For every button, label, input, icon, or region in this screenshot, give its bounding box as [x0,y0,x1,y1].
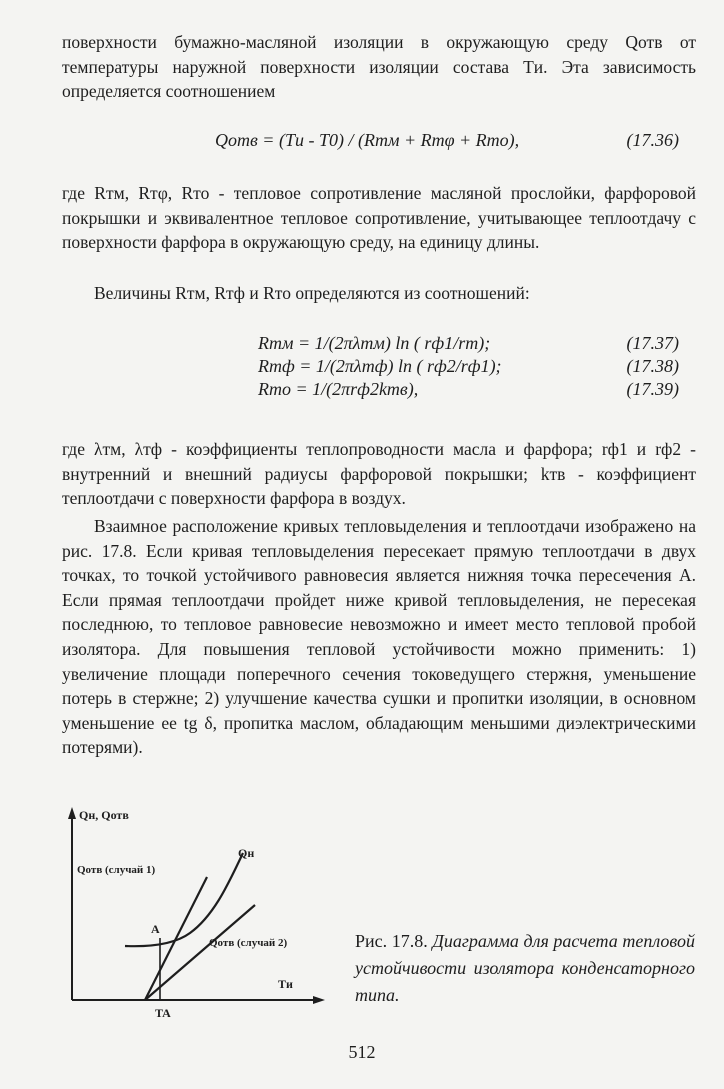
caption-prefix: Рис. 17.8. [355,931,428,951]
ta-label: TA [155,1006,171,1020]
figure-17-8-diagram [55,805,345,1025]
figure-caption [355,928,695,1009]
line-case2-label: Qотв (случай 2) [209,937,288,949]
caption-text: Диаграмма для расчета тепловой устойчивости изолятора конденсаторного типа. [355,931,696,1005]
x-axis-arrow [313,996,325,1004]
equation-number-17-39: (17.39) [626,379,679,399]
equation-17-36: Qотв = (Tи - T0) / (Rтм + Rтφ + Rто), [215,130,520,150]
equation-number-17-38: (17.38) [626,356,679,376]
equation-17-39: Rто = 1/(2πrф2kтв), [258,379,419,399]
paragraph-5: Взаимное расположение кривых тепловыделения и теплоотдачи изображено на рис. 17.8. Если кривая тепловыделения пересекает прямую теплоотдачи в двух точках, то точкой устойчивого равновесия является нижняя точка пересечения А. Если прямая теплоотдачи пройдет ниже кривой тепловыделения, не пересекая последнюю, то тепловое равновесие невозможно и имеет место тепловой пробой изолятора. Для повышения тепловой устойчивости можно применить: 1) увеличение площади поперечного сечения токоведущего стержня, уменьшение потерь в стержне; 2) улучшение качества сушки и пропитки изоляции, в основном уменьшение ее tg δ, пропитка маслом, обладающим меньшими диэлектрическими потерями). [62,516,696,758]
page-number: 512 [348,1042,376,1062]
equation-number-17-37: (17.37) [626,333,679,353]
line-qotv-case-2 [145,905,255,1000]
paragraph-1: поверхности бумажно-масляной изоляции в окружающую среду Qотв от температуры наружной поверхности изоляции состава Tи. Эта зависимость определяется соотношением [62,32,696,102]
line-case1-label: Qотв (случай 1) [77,864,156,876]
point-a-label: A [151,922,160,936]
paragraph-3: Величины Rтм, Rтф и Rто определяются из соотношений: [94,283,530,303]
equation-17-37: Rтм = 1/(2πλтм) ln ( rф1/rm); [258,333,491,353]
paragraph-4: где λтм, λтф - коэффициенты теплопроводности масла и фарфора; rф1 и rф2 - внутренний и внешний радиусы фарфоровой покрышки; kтв - коэффициент теплоотдачи с поверхности фарфора в воздух. [62,439,696,509]
equation-number-17-36: (17.36) [626,130,679,150]
x-axis-label: Tи [278,977,293,991]
y-axis-label: Qн, Qотв [79,808,129,822]
paragraph-2: где Rтм, Rтφ, Rто - тепловое сопротивление масляной прослойки, фарфоровой покрышки и эквивалентное тепловое сопротивление, учитывающее теплоотдачу с поверхности фарфора в окружающую среду, на единицу длины. [62,183,696,253]
curve-qn-label: Qн [238,846,255,860]
line-qotv-case-1 [145,877,207,1000]
equation-17-38: Rтф = 1/(2πλтф) ln ( rф2/rф1); [258,356,502,376]
y-axis-arrow [68,807,76,819]
